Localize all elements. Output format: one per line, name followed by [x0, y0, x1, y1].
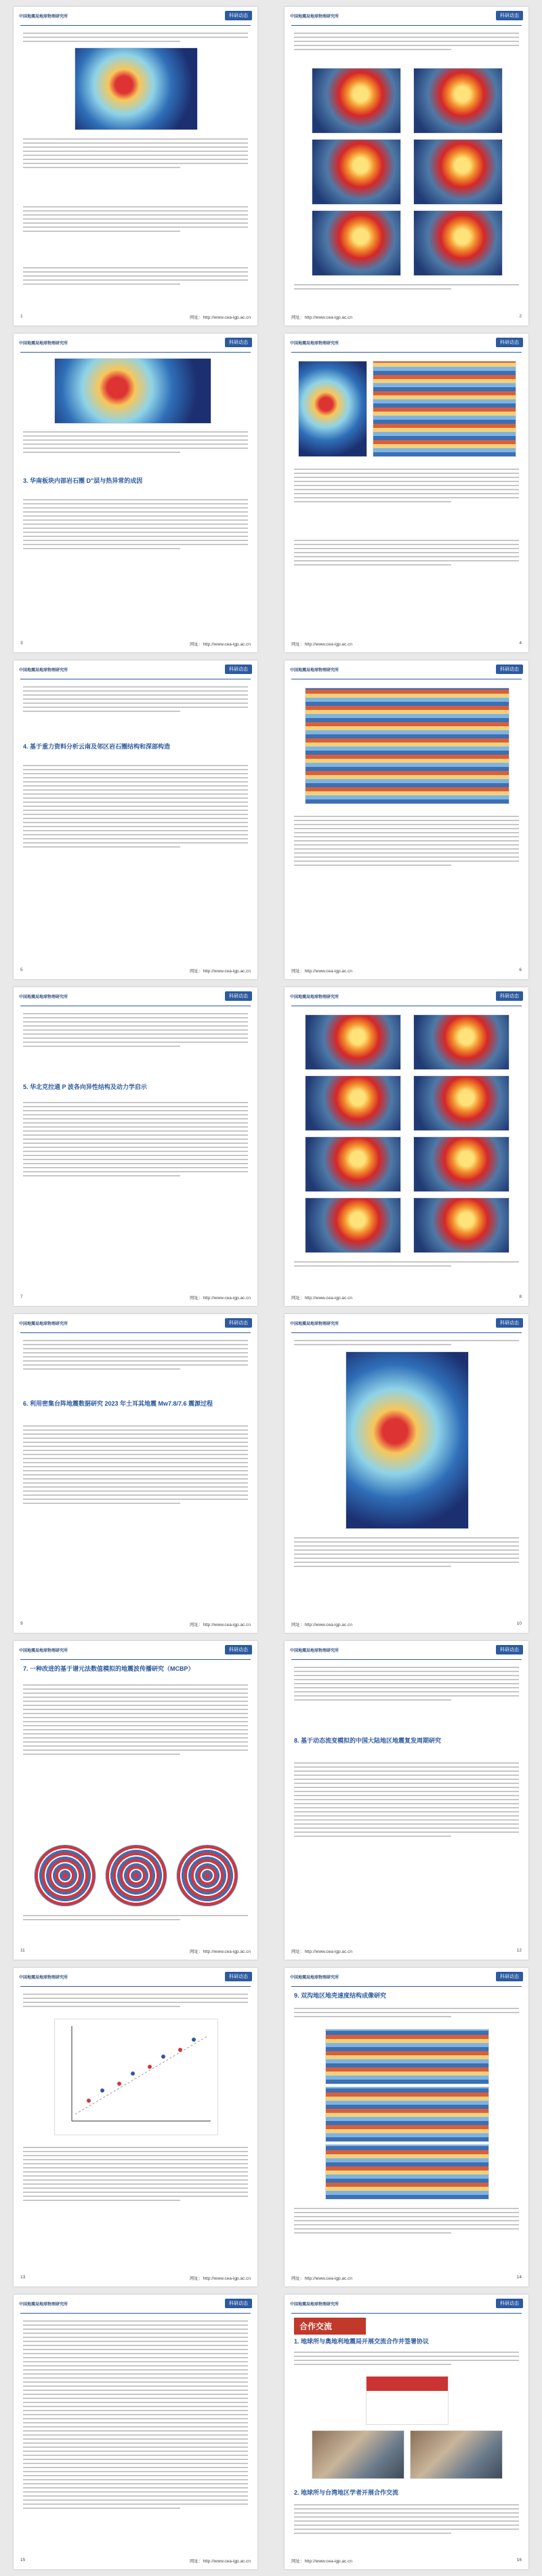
- page-header: [285, 1314, 528, 1332]
- footer-site: 网址：http://www.cea-igp.ac.cn: [190, 969, 251, 974]
- page-5: [14, 660, 257, 979]
- figure-map: [346, 1351, 469, 1529]
- page-header: [285, 1641, 528, 1659]
- page-number: 1: [20, 314, 23, 319]
- body-text: [294, 1259, 519, 1269]
- page-number: 3: [20, 641, 23, 646]
- page-footer: [291, 1294, 522, 1301]
- figure-photo: [366, 2376, 449, 2425]
- org-label: 中国地震局地球物理研究所: [19, 341, 68, 346]
- org-label: 中国地震局地球物理研究所: [19, 1975, 68, 1980]
- org-label: 中国地震局地球物理研究所: [290, 995, 339, 999]
- article-heading: 5. 华北克拉通 P 波各向异性结构及动力学启示: [23, 1084, 147, 1090]
- page-number: 10: [516, 1621, 522, 1626]
- figure-map: [298, 361, 367, 457]
- page-3: [14, 334, 257, 652]
- page-number: 15: [20, 2558, 26, 2562]
- body-text: [294, 30, 519, 53]
- page-header: [285, 7, 528, 24]
- figure-profile: [325, 2086, 489, 2142]
- body-text: [23, 136, 248, 171]
- page-number: 8: [519, 1294, 522, 1299]
- header-rule: [20, 1986, 251, 1987]
- footer-site: 网址：http://www.cea-igp.ac.cn: [291, 1623, 352, 1627]
- page-header: [14, 7, 257, 24]
- figure-map: [305, 1197, 401, 1253]
- body-text: [23, 1010, 248, 1050]
- body-text: [23, 1099, 248, 1179]
- figure-map: [305, 1014, 401, 1070]
- figure-wavefield: [176, 1844, 238, 1907]
- page-footer: [291, 1948, 522, 1954]
- header-rule: [291, 1986, 522, 1987]
- page-number: 5: [20, 968, 23, 972]
- page-footer: [291, 2558, 522, 2564]
- body-text: [294, 466, 519, 505]
- article-heading: 3. 华南板块内部岩石圈 D''层与热异常的成因: [23, 477, 143, 484]
- body-text: [23, 683, 248, 715]
- body-text: [294, 2005, 519, 2020]
- footer-site: 网址：http://www.cea-igp.ac.cn: [190, 2559, 251, 2564]
- figure-scatter: [54, 2019, 218, 2135]
- footer-site: 网址：http://www.cea-igp.ac.cn: [291, 2559, 352, 2564]
- org-label: 中国地震局地球物理研究所: [290, 668, 339, 673]
- body-text: [294, 281, 519, 292]
- figure-map: [312, 210, 401, 276]
- page-footer: [291, 1621, 522, 1627]
- org-label: 中国地震局地球物理研究所: [19, 2302, 68, 2307]
- figure-profile: [325, 2029, 489, 2084]
- body-text: [23, 2318, 248, 2512]
- figure-map: [312, 68, 401, 134]
- page-number: 7: [20, 1294, 23, 1299]
- section-tag: 科研动态: [225, 665, 252, 674]
- footer-site: 网址：http://www.cea-igp.ac.cn: [291, 1949, 352, 1954]
- page-header: [14, 334, 257, 351]
- page-number: 4: [519, 641, 522, 646]
- footer-site: 网址：http://www.cea-igp.ac.cn: [190, 2276, 251, 2281]
- page-number: 9: [20, 1621, 23, 1626]
- header-rule: [20, 25, 251, 26]
- figure-map: [305, 1136, 401, 1192]
- page-header: [285, 2295, 528, 2312]
- section-tag: 科研动态: [225, 1318, 252, 1328]
- body-text: [23, 429, 248, 456]
- page-number: 6: [519, 968, 522, 972]
- figure-map: [413, 210, 503, 276]
- page-9: [14, 1314, 257, 1633]
- page-number: 2: [519, 314, 522, 319]
- page-footer: [291, 314, 522, 320]
- org-label: 中国地震局地球物理研究所: [19, 14, 68, 19]
- footer-site: 网址：http://www.cea-igp.ac.cn: [291, 2276, 352, 2281]
- figure-profile: [373, 361, 516, 457]
- figure-map: [54, 358, 211, 424]
- section-tag: 科研动态: [225, 1645, 252, 1654]
- article-heading: 2. 地球所与台湾地区学者开展合作交流: [294, 2489, 399, 2496]
- body-text: [294, 537, 519, 568]
- figure-map: [75, 47, 198, 130]
- body-text: [23, 1912, 248, 1923]
- page-7: [14, 987, 257, 1306]
- body-text: [23, 1337, 248, 1372]
- article-heading: 6. 利用密集台阵地震数据研究 2023 年土耳其地震 Mw7.8/7.6 震源过程: [23, 1400, 213, 1407]
- org-label: 中国地震局地球物理研究所: [19, 995, 68, 999]
- footer-site: 网址：http://www.cea-igp.ac.cn: [190, 642, 251, 647]
- org-label: 中国地震局地球物理研究所: [290, 1648, 339, 1653]
- body-text: [23, 762, 248, 850]
- body-text: [23, 203, 248, 235]
- section-tag: 科研动态: [225, 11, 252, 20]
- section-tag: 科研动态: [225, 991, 252, 1001]
- page-footer: [20, 641, 251, 647]
- page-14: [285, 1968, 528, 2286]
- article-heading: 4. 基于重力资料分析云南及邻区岩石圈结构和深部构造: [23, 743, 171, 750]
- figure-map: [413, 1197, 509, 1253]
- body-text: [294, 1534, 519, 1570]
- page-13: [14, 1968, 257, 2286]
- body-text: [23, 1682, 248, 1758]
- section-title: 合作交流: [294, 2318, 366, 2335]
- body-text: [294, 1337, 519, 1348]
- body-text: [294, 2501, 519, 2537]
- page-11: [14, 1641, 257, 1960]
- footer-site: 网址：http://www.cea-igp.ac.cn: [190, 315, 251, 320]
- body-text: [294, 2349, 519, 2368]
- section-tag: 科研动态: [496, 1972, 523, 1981]
- org-label: 中国地震局地球物理研究所: [290, 341, 339, 346]
- body-text: [294, 1760, 519, 1840]
- page-8: [285, 987, 528, 1306]
- page-number: 14: [516, 2275, 522, 2280]
- page-number: 11: [20, 1948, 25, 1953]
- article-heading: 9. 双沟地区地壳速度结构成像研究: [294, 1992, 387, 1999]
- page-16: [285, 2295, 528, 2569]
- figure-map: [413, 1075, 509, 1131]
- article-heading: 8. 基于动态流变模拟的中国大陆地区地震复发周期研究: [294, 1737, 442, 1744]
- org-label: 中国地震局地球物理研究所: [290, 14, 339, 19]
- page-number: 12: [516, 1948, 522, 1953]
- page-footer: [20, 1948, 251, 1954]
- page-12: [285, 1641, 528, 1960]
- page-header: [14, 1968, 257, 1985]
- footer-site: 网址：http://www.cea-igp.ac.cn: [291, 642, 352, 647]
- page-header: [14, 1641, 257, 1659]
- page-2: [285, 7, 528, 325]
- page-footer: [291, 968, 522, 974]
- page-4: [285, 334, 528, 652]
- section-tag: 科研动态: [496, 2299, 523, 2308]
- page-footer: [291, 2275, 522, 2281]
- scatter-plot: [55, 2019, 217, 2135]
- body-text: [294, 2205, 519, 2236]
- figure-profile: [325, 2144, 489, 2200]
- body-text: [23, 1423, 248, 1507]
- header-rule: [291, 352, 522, 353]
- page-footer: [20, 2558, 251, 2564]
- footer-site: 网址：http://www.cea-igp.ac.cn: [291, 315, 352, 320]
- body-text: [23, 30, 248, 45]
- article-heading: 1. 地球所与奥地利地震局开展交流合作并签署协议: [294, 2338, 430, 2345]
- page-6: [285, 660, 528, 979]
- section-tag: 科研动态: [496, 991, 523, 1001]
- org-label: 中国地震局地球物理研究所: [290, 1322, 339, 1326]
- page-header: [285, 334, 528, 351]
- section-tag: 科研动态: [496, 665, 523, 674]
- figure-map: [305, 1075, 401, 1131]
- figure-map: [413, 68, 503, 134]
- page-10: [285, 1314, 528, 1633]
- page-header: [14, 2295, 257, 2312]
- header-rule: [291, 2313, 522, 2314]
- figure-map: [312, 139, 401, 205]
- figure-map: [413, 139, 503, 205]
- section-tag: 科研动态: [225, 338, 252, 347]
- figure-photo: [312, 2430, 404, 2479]
- page-1: [14, 7, 257, 325]
- section-tag: 科研动态: [225, 1972, 252, 1981]
- footer-site: 网址：http://www.cea-igp.ac.cn: [291, 969, 352, 974]
- header-rule: [20, 352, 251, 353]
- org-label: 中国地震局地球物理研究所: [290, 2302, 339, 2307]
- body-text: [23, 496, 248, 552]
- body-text: [23, 1991, 248, 2010]
- org-label: 中国地震局地球物理研究所: [19, 1648, 68, 1653]
- figure-profile: [305, 688, 509, 804]
- figure-map: [413, 1136, 509, 1192]
- header-rule: [291, 1332, 522, 1333]
- page-footer: [291, 641, 522, 647]
- section-tag: 科研动态: [496, 1645, 523, 1654]
- page-footer: [20, 1621, 251, 1627]
- header-rule: [20, 1659, 251, 1660]
- page-header: [285, 660, 528, 678]
- figure-map: [413, 1014, 509, 1070]
- footer-site: 网址：http://www.cea-igp.ac.cn: [190, 1296, 251, 1301]
- section-tag: 科研动态: [496, 338, 523, 347]
- body-text: [294, 1664, 519, 1703]
- org-label: 中国地震局地球物理研究所: [19, 668, 68, 673]
- page-header: [14, 1314, 257, 1332]
- header-rule: [20, 2313, 251, 2314]
- figure-photo: [410, 2430, 503, 2479]
- page-footer: [20, 2275, 251, 2281]
- footer-site: 网址：http://www.cea-igp.ac.cn: [291, 1296, 352, 1301]
- body-text: [294, 813, 519, 869]
- article-heading: 7. 一种改进的基于谱元法数值模拟的地震波传播研究（MCBP）: [23, 1665, 194, 1672]
- body-text: [23, 264, 248, 288]
- org-label: 中国地震局地球物理研究所: [290, 1975, 339, 1980]
- section-tag: 科研动态: [496, 11, 523, 20]
- header-rule: [291, 25, 522, 26]
- figure-wavefield: [105, 1844, 167, 1907]
- page-footer: [20, 314, 251, 320]
- page-footer: [20, 1294, 251, 1301]
- body-text: [23, 2144, 248, 2204]
- section-tag: 科研动态: [496, 1318, 523, 1328]
- page-number: 13: [20, 2275, 26, 2280]
- footer-site: 网址：http://www.cea-igp.ac.cn: [190, 1949, 251, 1954]
- footer-site: 网址：http://www.cea-igp.ac.cn: [190, 1623, 251, 1627]
- page-header: [14, 987, 257, 1005]
- org-label: 中国地震局地球物理研究所: [19, 1322, 68, 1326]
- header-rule: [20, 1332, 251, 1333]
- header-rule: [291, 1659, 522, 1660]
- figure-wavefield: [34, 1844, 96, 1907]
- page-footer: [20, 968, 251, 974]
- page-15: [14, 2295, 257, 2569]
- page-header: [14, 660, 257, 678]
- section-tag: 科研动态: [225, 2299, 252, 2308]
- page-number: 16: [516, 2558, 522, 2562]
- page-header: [285, 987, 528, 1005]
- page-header: [285, 1968, 528, 1985]
